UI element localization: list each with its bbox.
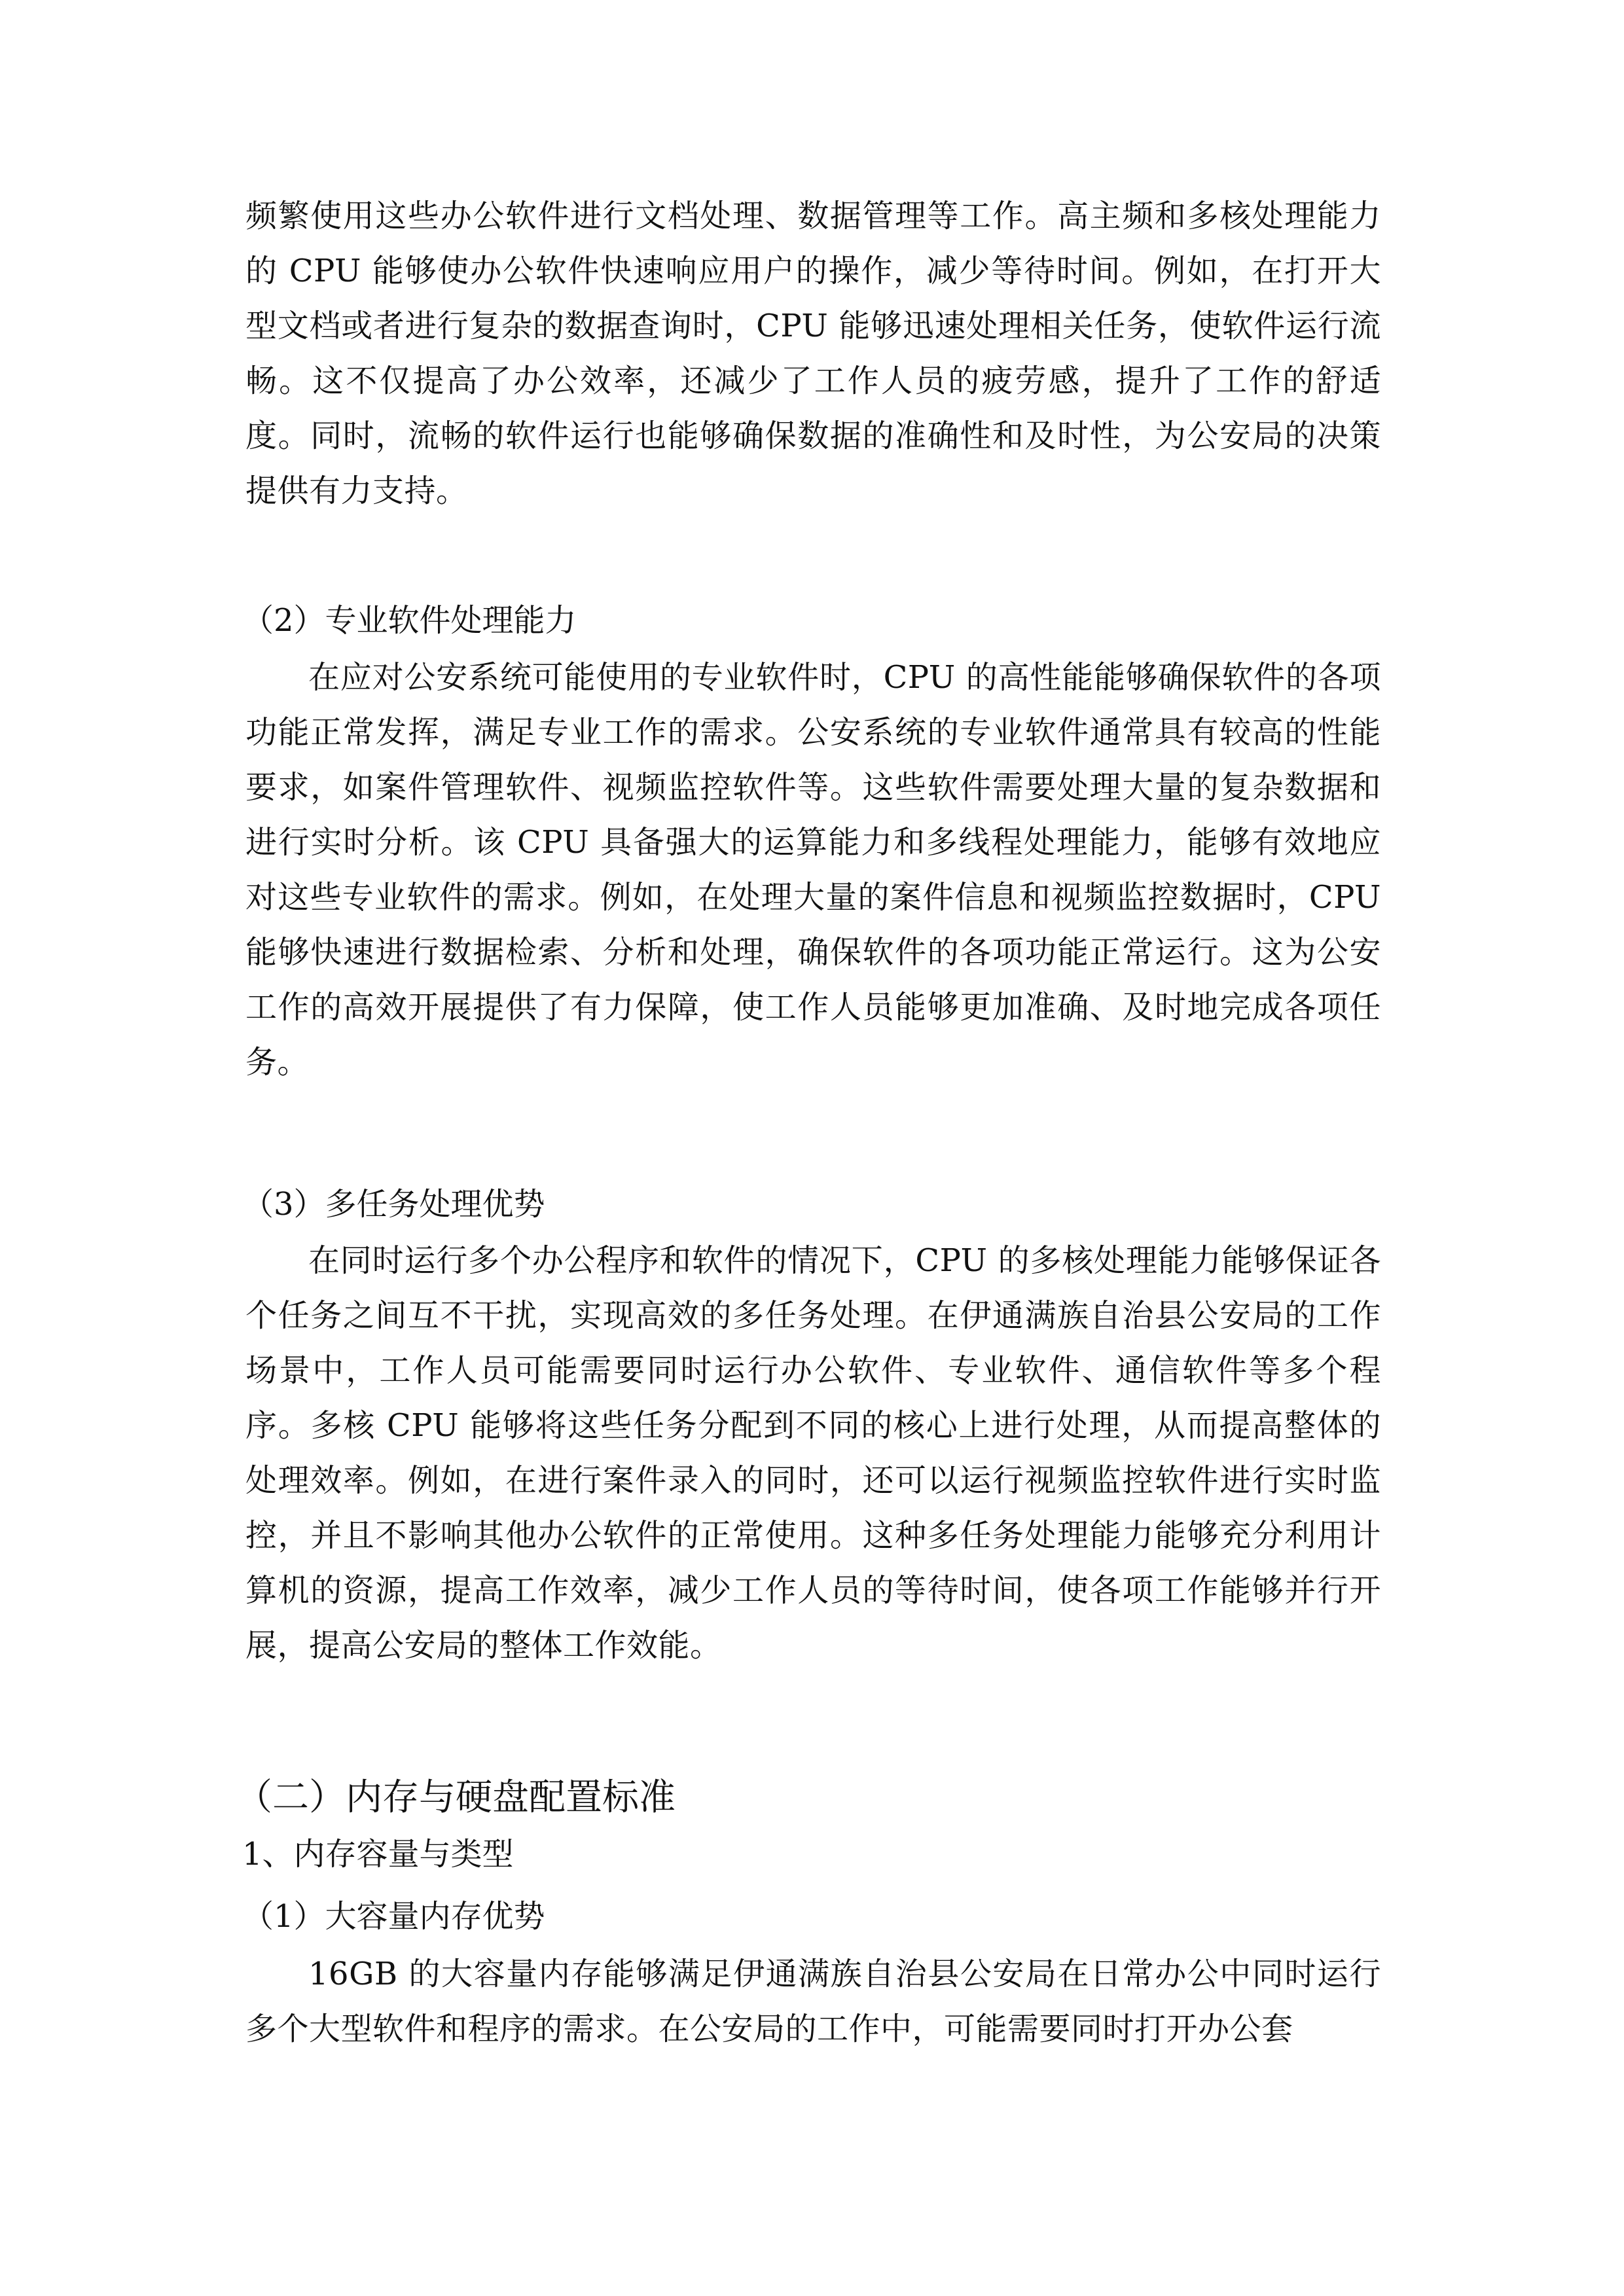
paragraph-professional-software: 在应对公安系统可能使用的专业软件时，CPU 的高性能能够确保软件的各项功能正常发挥，满足专业工作的需求。公安系统的专业软件通常具有较高的性能要求，如案件管理软件、视频监控软件等。这些软件需要处理大量的复杂数据和进行实时分析。该 CPU 具备强大的运算能力和多线程处理能力，能够有效地应对这些专业软件的需求。例如，在处理大量的案件信息和视频监控数据时，CPU 能够快速进行数据检索、分析和处理，确保软件的各项功能正常运行。这为公安工作的高效开展提供了有力保障，使工作人员能够更加准确、及时地完成各项任务。 (245, 659, 1381, 1081)
subheading-multitask: （3）多任务处理优势 (242, 1186, 545, 1223)
subheading-large-memory: （1）大容量内存优势 (242, 1898, 545, 1935)
paragraph-office-software: 频繁使用这些办公软件进行文档处理、数据管理等工作。高主频和多核处理能力的 CPU 能够使办公软件快速响应用户的操作，减少等待时间。例如，在打开大型文档或者进行复杂的数据查询时，CPU 能够迅速处理相关任务，使软件运行流畅。这不仅提高了办公效率，还减少了工作人员的疲劳感，提升了工作的舒适度。同时，流畅的软件运行也能够确保数据的准确性和及时性，为公安局的决策提供有力支持。 (245, 198, 1381, 509)
subheading-professional-software: （2）专业软件处理能力 (242, 602, 577, 639)
paragraph-multitask: 在同时运行多个办公程序和软件的情况下，CPU 的多核处理能力能够保证各个任务之间互不干扰，实现高效的多任务处理。在伊通满族自治县公安局的工作场景中，工作人员可能需要同时运行办公软件、专业软件、通信软件等多个程序。多核 CPU 能够将这些任务分配到不同的核心上进行处理，从而提高整体的处理效率。例如，在进行案件录入的同时，还可以运行视频监控软件进行实时监控，并且不影响其他办公软件的正常使用。这种多任务处理能力能够充分利用计算机的资源，提高工作效率，减少工作人员的等待时间，使各项工作能够并行开展，提高公安局的整体工作效能。 (245, 1242, 1381, 1664)
section-heading-memory-disk: （二）内存与硬盘配置标准 (236, 1776, 676, 1819)
heading-memory-capacity-type: 1、内存容量与类型 (242, 1836, 514, 1873)
paragraph-large-memory: 16GB 的大容量内存能够满足伊通满族自治县公安局在日常办公中同时运行多个大型软件和程序的需求。在公安局的工作中，可能需要同时打开办公套 (245, 1956, 1381, 2047)
